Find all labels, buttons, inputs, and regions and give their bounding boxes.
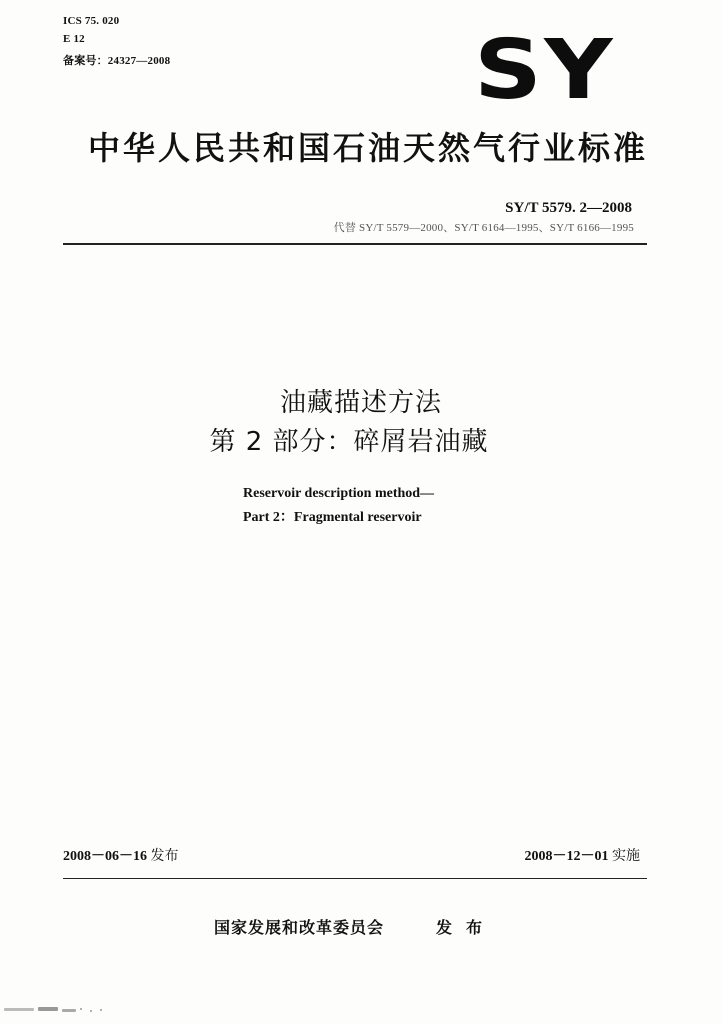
ics-code: ICS 75. 020 (63, 15, 120, 27)
issue-label: 发布 (150, 848, 179, 864)
replaces-standards: 代替 SY/T 5579—2000、SY/T 6164—1995、SY/T 6166—1995 (333, 222, 634, 234)
scan-noise (0, 1006, 110, 1016)
implementation-label: 实施 (612, 848, 640, 864)
issue-date-value: 2008－06－16 (63, 849, 147, 864)
standard-number: SY/T 5579. 2—2008 (505, 200, 632, 216)
sy-logo: SY (474, 23, 615, 118)
implementation-date (525, 845, 641, 868)
record-number: 备案号：24327—2008 (63, 55, 171, 67)
footer-divider (63, 878, 647, 879)
title-cn-main: 油藏描述方法 (279, 388, 442, 418)
title-cn-part: 第 2 部分：碎屑岩油藏 (209, 427, 489, 457)
industry-standard-title: 中华人民共和国石油天然气行业标准 (88, 129, 649, 167)
issue-date (63, 845, 179, 868)
title-en-main: Reservoir description method— (243, 486, 435, 501)
classification-code: E 12 (63, 33, 85, 45)
issue-action: 发布 (436, 918, 497, 937)
title-en-part: Part 2：Fragmental reservoir (243, 510, 422, 525)
implementation-date-value: 2008－12－01 (524, 849, 609, 864)
header-divider (63, 243, 647, 245)
issuing-authority: 国家发展和改革委员会 (214, 918, 385, 937)
